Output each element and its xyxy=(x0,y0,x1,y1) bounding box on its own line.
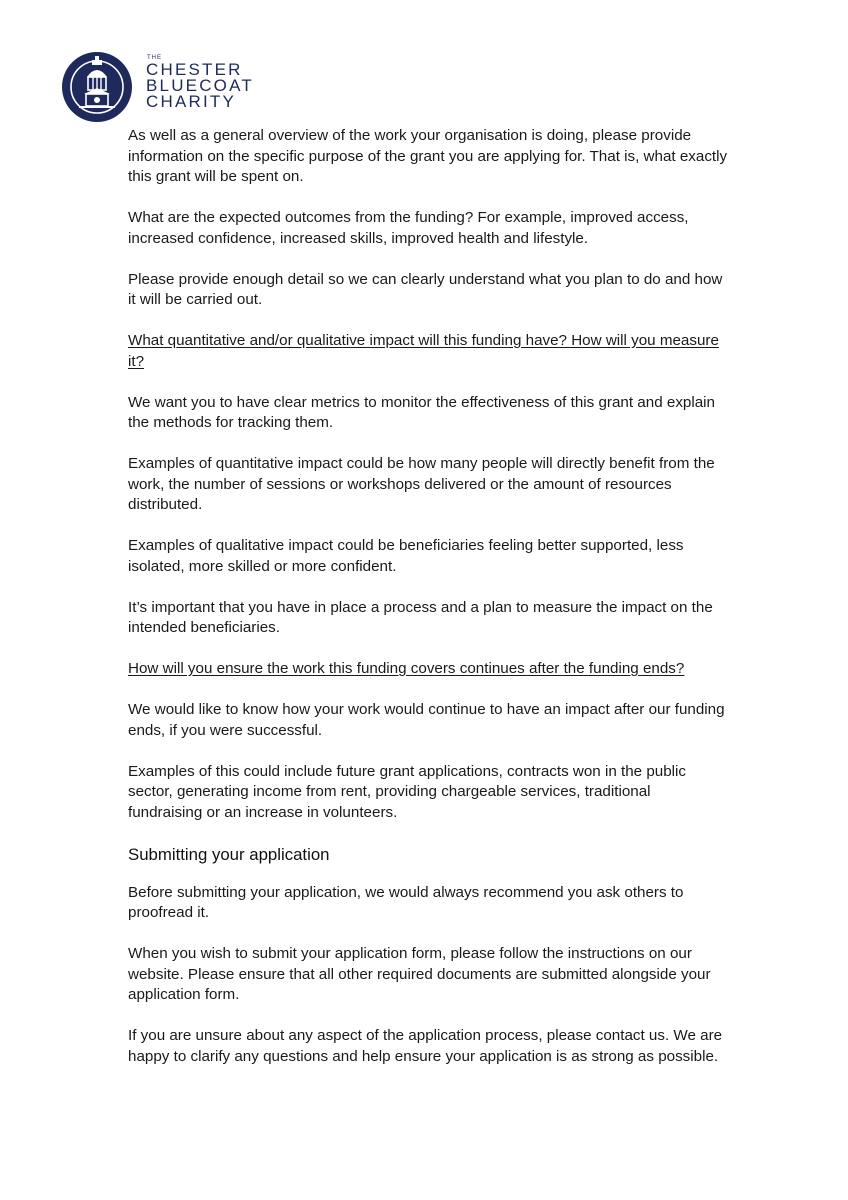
charity-logo xyxy=(61,51,254,123)
bluecoat-building-emblem-icon xyxy=(61,51,133,123)
paragraph-proofread: Before submitting your application, we would always recommend you ask others to proofread it. xyxy=(128,883,684,921)
paragraph-clear-metrics: We want you to have clear metrics to monitor the effectiveness of this grant and explain the methods for tracking them. xyxy=(128,393,715,431)
paragraph-continued-impact: We would like to know how your work would continue to have an impact after our funding ends, if you were successful. xyxy=(128,701,725,739)
paragraph-qualitative-examples: Examples of qualitative impact could be beneficiaries feeling better supported, less isolated, more skilled or more confident. xyxy=(128,537,684,575)
logo-line-chester: CHESTER xyxy=(146,60,243,79)
heading-submitting-application: Submitting your application xyxy=(128,844,330,864)
logo-wordmark xyxy=(146,54,254,110)
paragraph-provide-detail: Please provide enough detail so we can clearly understand what you plan to do and how it will be carried out. xyxy=(128,270,723,308)
logo-line-charity: CHARITY xyxy=(146,92,237,111)
paragraph-measure-process: It’s important that you have in place a process and a plan to measure the impact on the intended beneficiaries. xyxy=(128,598,713,636)
paragraph-contact-us: If you are unsure about any aspect of the application process, please contact us. We are happy to clarify any questions and help ensure your application is as strong as possible. xyxy=(128,1027,723,1065)
paragraph-sustainability-examples: Examples of this could include future grant applications, contracts won in the public sector, generating income from rent, providing chargeable services, traditional fundraising or an increase in volunteers. xyxy=(128,762,687,821)
logo-the-text: THE xyxy=(147,55,162,61)
paragraph-expected-outcomes: What are the expected outcomes from the funding? For example, improved access, increased confidence, increased skills, improved health and lifestyle. xyxy=(128,209,689,247)
document-body xyxy=(128,126,728,1088)
question-impact-measurement: What quantitative and/or qualitative impact will this funding have? How will you measure it? xyxy=(128,332,719,370)
paragraph-submit-instructions: When you wish to submit your application form, please follow the instructions on our website. Please ensure that all other required documents are submitted alongside your application form. xyxy=(128,945,711,1003)
paragraph-quantitative-examples: Examples of quantitative impact could be how many people will directly benefit from the work, the number of sessions or workshops delivered or the amount of resources distributed. xyxy=(128,455,715,513)
paragraph-grant-purpose: As well as a general overview of the work your organisation is doing, please provide information on the specific purpose of the grant you are applying for. That is, what exactly this grant will be spent on. xyxy=(128,127,728,185)
question-sustainability: How will you ensure the work this funding covers continues after the funding ends? xyxy=(128,660,685,677)
logo-line-bluecoat: BLUECOAT xyxy=(146,76,254,95)
